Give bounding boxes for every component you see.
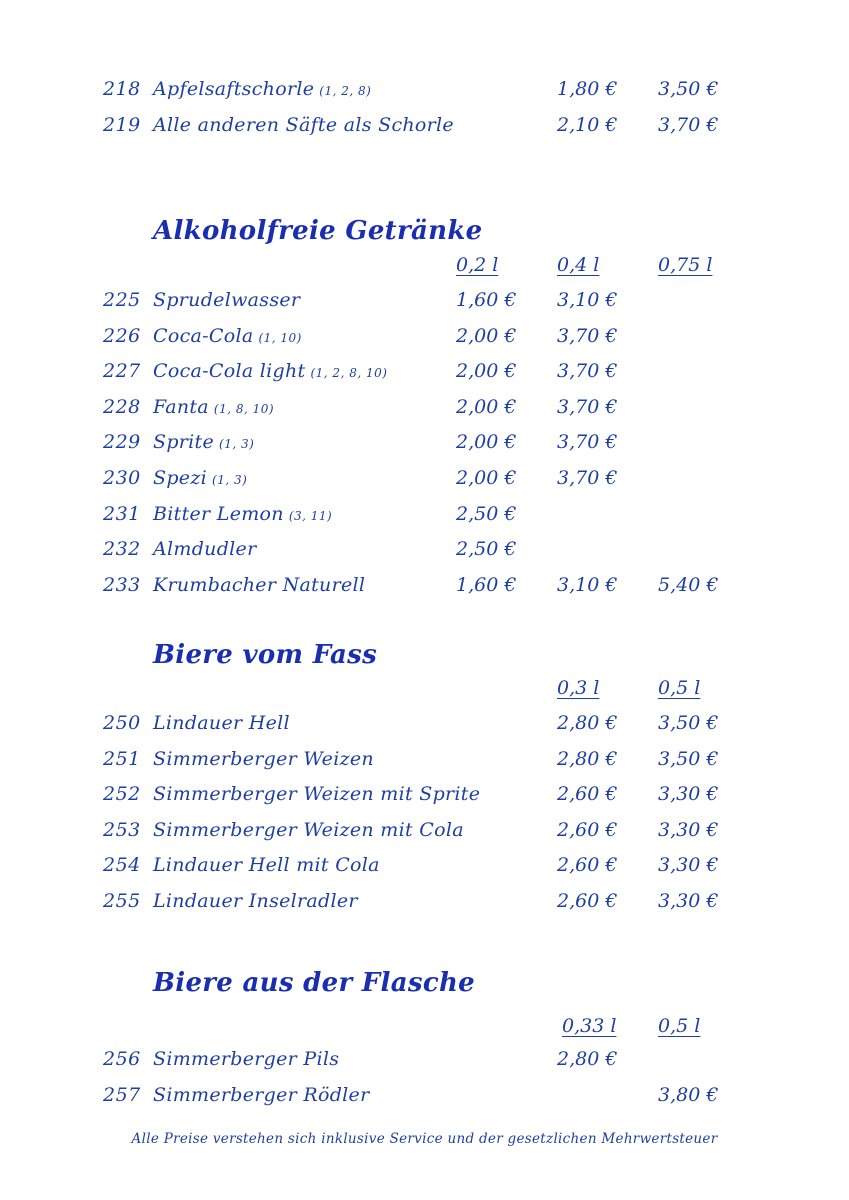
menu-row	[0, 360, 849, 392]
price-large: 3,70 €	[658, 114, 719, 136]
price-medium: 1,80 €	[557, 78, 618, 100]
menu-row	[0, 1084, 849, 1116]
item-number: 232	[103, 538, 141, 561]
item-number: 256	[103, 1048, 141, 1070]
menu-row	[0, 431, 849, 463]
additives-note: (1, 2, 8)	[319, 84, 372, 98]
price-small: 2,00 €	[456, 395, 517, 418]
price-medium: 2,80 €	[557, 712, 618, 734]
price-small: 2,00 €	[456, 360, 517, 383]
menu-row	[0, 289, 849, 321]
item-number: 227	[103, 360, 141, 383]
price-medium: 3,70 €	[557, 395, 618, 418]
item-name: Almdudler	[153, 538, 257, 561]
menu-row	[0, 783, 849, 815]
item-number: 257	[103, 1084, 141, 1106]
price-medium: 2,60 €	[557, 783, 618, 806]
price-small: 2,00 €	[456, 431, 517, 454]
price-medium: 3,10 €	[557, 289, 618, 311]
item-number: 228	[103, 395, 141, 418]
item-name: Coca-Cola light (1, 2, 8, 10)	[153, 360, 388, 383]
price-large: 3,50 €	[658, 747, 719, 770]
additives-note: (1, 3)	[219, 437, 255, 452]
price-medium: 3,70 €	[557, 431, 618, 454]
price-small: 2,00 €	[456, 324, 517, 347]
item-name: Lindauer Hell	[153, 712, 290, 734]
item-number: 219	[103, 114, 141, 136]
price-large: 3,50 €	[658, 712, 719, 734]
item-name: Coca-Cola (1, 10)	[153, 324, 302, 347]
price-medium: 2,60 €	[557, 854, 618, 877]
price-large: 3,30 €	[658, 818, 719, 841]
item-number: 255	[103, 890, 141, 912]
item-number: 218	[103, 78, 141, 100]
item-name: Sprite (1, 3)	[153, 431, 255, 454]
price-large: 3,30 €	[658, 854, 719, 877]
item-name: Apfelsaftschorle (1, 2, 8)	[153, 78, 372, 100]
item-name: Krumbacher Naturell	[153, 573, 366, 596]
item-number: 226	[103, 324, 141, 347]
item-number: 254	[103, 854, 141, 877]
price-small: 2,50 €	[456, 538, 517, 561]
menu-row	[0, 114, 849, 146]
size-header: 0,2 l	[456, 254, 499, 276]
additives-note: (3, 11)	[288, 508, 333, 523]
item-number: 251	[103, 747, 141, 770]
price-large: 3,80 €	[658, 1084, 719, 1106]
price-medium: 3,10 €	[557, 573, 618, 596]
price-medium: 2,60 €	[557, 818, 618, 841]
item-number: 225	[103, 289, 141, 311]
item-name: Sprudelwasser	[153, 289, 301, 311]
price-small: 2,00 €	[456, 467, 517, 489]
menu-row	[0, 854, 849, 886]
item-name: Fanta (1, 8, 10)	[153, 395, 275, 418]
size-header: 0,75 l	[658, 254, 713, 276]
item-name: Simmerberger Weizen mit Cola	[153, 818, 464, 841]
size-header: 0,3 l	[557, 677, 600, 699]
menu-row	[0, 538, 849, 570]
price-medium: 3,70 €	[557, 360, 618, 383]
price-footnote: Alle Preise verstehen sich inklusive Service und der gesetzlichen Mehrwertsteuer	[131, 1131, 718, 1147]
price-small: 1,60 €	[456, 573, 517, 596]
item-name: Lindauer Hell mit Cola	[153, 854, 380, 877]
menu-row	[0, 503, 849, 535]
item-name: Bitter Lemon (3, 11)	[153, 502, 333, 525]
size-header: 0,4 l	[557, 254, 600, 276]
price-large: 3,30 €	[658, 783, 719, 806]
menu-row	[0, 396, 849, 428]
price-large: 3,30 €	[658, 890, 719, 912]
size-header: 0,5 l	[658, 1015, 701, 1037]
additives-note: (1, 2, 8, 10)	[310, 366, 388, 381]
item-number: 230	[103, 467, 141, 489]
item-number: 233	[103, 573, 141, 596]
section-heading-flasche: Biere aus der Flasche	[153, 968, 475, 998]
item-number: 253	[103, 818, 141, 841]
size-header: 0,5 l	[658, 677, 701, 699]
item-name: Lindauer Inselradler	[153, 890, 358, 912]
item-number: 229	[103, 431, 141, 454]
item-name: Simmerberger Weizen mit Sprite	[153, 783, 481, 806]
menu-row	[0, 467, 849, 499]
menu-row	[0, 890, 849, 922]
item-name: Simmerberger Pils	[153, 1048, 340, 1070]
item-name: Simmerberger Rödler	[153, 1084, 370, 1106]
menu-row	[0, 712, 849, 744]
menu-row	[0, 325, 849, 357]
price-small: 2,50 €	[456, 502, 517, 525]
price-small: 1,60 €	[456, 289, 517, 311]
additives-note: (1, 8, 10)	[213, 401, 275, 416]
item-name: Spezi (1, 3)	[153, 467, 248, 489]
item-number: 252	[103, 783, 141, 806]
size-header: 0,33 l	[562, 1015, 617, 1037]
price-large: 3,50 €	[658, 78, 719, 100]
menu-row	[0, 748, 849, 780]
price-medium: 2,80 €	[557, 1048, 618, 1070]
price-medium: 2,80 €	[557, 747, 618, 770]
menu-row	[0, 1048, 849, 1080]
price-medium: 3,70 €	[557, 324, 618, 347]
price-large: 5,40 €	[658, 573, 719, 596]
menu-row	[0, 819, 849, 851]
item-number: 250	[103, 712, 141, 734]
item-name: Alle anderen Säfte als Schorle	[153, 114, 454, 136]
additives-note: (1, 10)	[258, 330, 302, 345]
section-heading-fass: Biere vom Fass	[153, 640, 378, 670]
item-number: 231	[103, 502, 141, 525]
item-name: Simmerberger Weizen	[153, 747, 374, 770]
price-medium: 3,70 €	[557, 467, 618, 489]
menu-row	[0, 78, 849, 110]
additives-note: (1, 3)	[212, 473, 248, 487]
price-medium: 2,10 €	[557, 114, 618, 136]
section-heading-alkoholfrei: Alkoholfreie Getränke	[153, 216, 483, 246]
price-medium: 2,60 €	[557, 890, 618, 912]
menu-row	[0, 574, 849, 606]
